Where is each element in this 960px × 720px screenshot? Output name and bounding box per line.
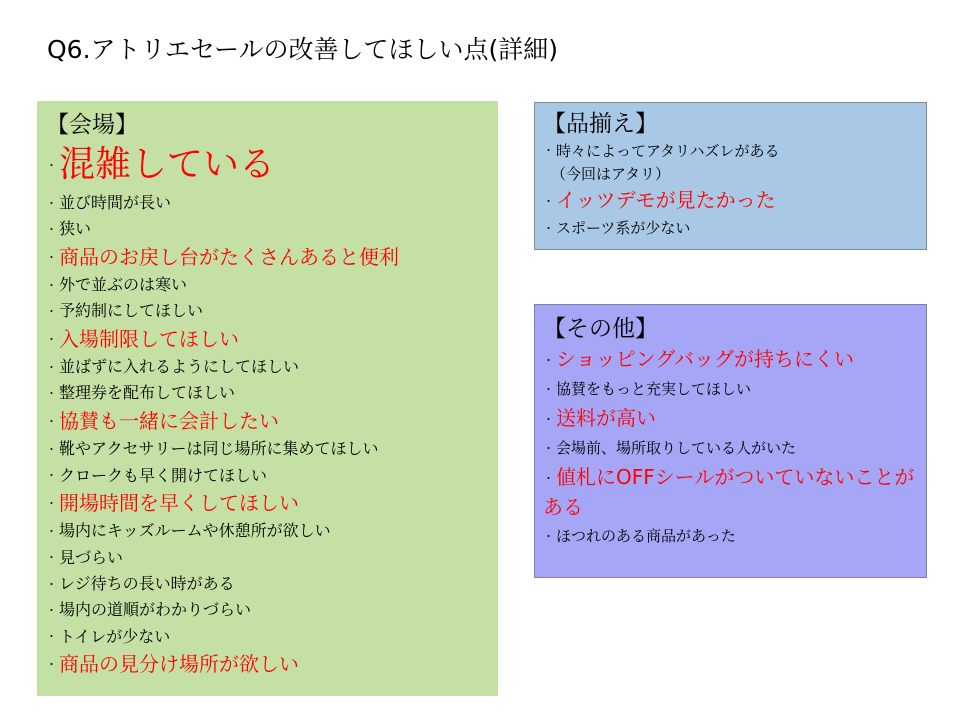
bullet-icon: ・	[46, 442, 57, 456]
bullet-icon: ・	[46, 251, 57, 265]
list-item	[543, 217, 926, 240]
bullet-icon: ・	[543, 530, 554, 543]
stock-heading: 【品揃え】	[543, 111, 658, 137]
bullet-icon: ・	[543, 144, 554, 158]
bullet-icon: ・	[46, 278, 57, 292]
list-item	[46, 141, 497, 190]
bullet-icon: ・	[46, 159, 57, 172]
list-item	[46, 216, 497, 242]
list-item-text: 場内にキッズルームや休憩所が欲しい	[59, 521, 331, 541]
list-item-text: ショッピングバッグが持ちにくい	[556, 347, 854, 371]
list-item	[46, 597, 497, 623]
bullet-icon: ・	[46, 551, 57, 565]
list-item	[46, 190, 497, 216]
list-item	[46, 354, 497, 380]
bullet-icon: ・	[46, 387, 57, 401]
bullet-icon: ・	[46, 305, 57, 319]
list-item	[46, 407, 497, 437]
list-item-text: 靴やアクセサリーは同じ場所に集めてほしい	[59, 439, 379, 459]
list-item-text: レジ待ちの長い時がある	[59, 573, 235, 593]
list-item	[46, 571, 497, 597]
list-item-text: 協賛も一緒に会計したい	[59, 408, 279, 433]
list-item-text: トイレが少ない	[59, 626, 171, 646]
bullet-icon: ・	[46, 415, 57, 429]
list-item	[46, 272, 497, 298]
list-item-text: イッツデモが見たかった	[556, 188, 776, 213]
list-item-text: 場内の道順がわかりづらい	[59, 600, 252, 620]
list-item	[543, 434, 926, 463]
bullet-icon: ・	[46, 603, 57, 617]
list-item	[46, 545, 497, 571]
list-item-text: 狭い	[59, 219, 92, 239]
list-item	[543, 404, 926, 434]
stock-box	[534, 102, 927, 250]
list-item	[46, 436, 497, 462]
list-item-text: 並び時間が長い	[59, 193, 172, 212]
list-item	[543, 463, 923, 522]
list-item-text: 見づらい	[59, 547, 124, 567]
bullet-icon: ・	[543, 413, 554, 426]
list-item-text: 入場制限してほしい	[59, 326, 239, 351]
bullet-icon: ・	[543, 354, 554, 367]
list-item	[543, 185, 926, 217]
list-item-text: 開場時間を早くしてほしい	[59, 490, 299, 515]
list-item-text: スポーツ系が少ない	[556, 219, 691, 238]
list-item	[46, 650, 497, 680]
bullet-icon: ・	[543, 383, 554, 396]
bullet-icon: ・	[46, 223, 57, 236]
list-item-text: 時々によってアタリハズレがある	[556, 142, 780, 160]
venue-heading: 【会場】	[46, 112, 138, 138]
list-item-text: 協賛をもっと充実してほしい	[556, 380, 752, 398]
list-item-text: ほつれのある商品があった	[556, 527, 736, 545]
list-item-text: 商品のお戻し台がたくさんあると便利	[59, 244, 399, 269]
bullet-icon: ・	[543, 442, 554, 455]
bullet-icon: ・	[46, 469, 57, 483]
list-item	[46, 624, 497, 650]
list-item	[46, 380, 497, 406]
list-item-text: 値札にOFFシールがついていないことがある	[543, 465, 915, 519]
bullet-icon: ・	[46, 497, 57, 511]
bullet-icon: ・	[46, 658, 57, 672]
bullet-icon: ・	[543, 472, 554, 485]
bullet-icon: ・	[46, 525, 57, 539]
bullet-icon: ・	[46, 360, 57, 374]
list-item-text: 送料が高い	[556, 406, 656, 430]
list-item	[543, 140, 926, 163]
list-item	[46, 463, 497, 489]
list-item	[543, 345, 926, 375]
list-item-text: 商品の見分け場所が欲しい	[59, 651, 299, 676]
list-item-text: 会場前、場所取りしている人がいた	[556, 439, 797, 457]
list-item	[46, 298, 497, 324]
list-item-text: 整理券を配布してほしい	[59, 383, 236, 403]
bullet-icon: ・	[46, 196, 57, 210]
other-list	[535, 305, 926, 551]
list-item	[543, 522, 926, 551]
list-item	[46, 518, 497, 544]
list-item-text: 予約制にしてほしい	[59, 301, 204, 321]
bullet-icon: ・	[46, 577, 57, 591]
other-heading: 【その他】	[543, 316, 658, 342]
stock-list	[535, 103, 926, 240]
other-box	[534, 304, 927, 578]
slide-title: Q6.アトリエセールの改善してほしい点(詳細)	[47, 35, 559, 64]
venue-list	[38, 102, 497, 679]
list-item	[46, 489, 497, 519]
venue-box	[37, 101, 498, 696]
list-item	[46, 325, 497, 355]
list-item	[46, 243, 497, 273]
list-item	[543, 375, 926, 404]
bullet-icon: ・	[543, 195, 554, 209]
bullet-icon: ・	[46, 333, 57, 347]
list-item-text: 並ばずに入れるようにしてほしい	[59, 357, 300, 377]
bullet-icon: ・	[543, 221, 554, 235]
bullet-icon: ・	[46, 630, 57, 644]
list-item-continuation: （今回はアタリ）	[551, 164, 670, 183]
list-item-text: 混雑している	[59, 144, 276, 185]
list-item-text: クロークも早く開けてほしい	[59, 465, 268, 485]
list-item-text: 外で並ぶのは寒い	[59, 275, 188, 295]
